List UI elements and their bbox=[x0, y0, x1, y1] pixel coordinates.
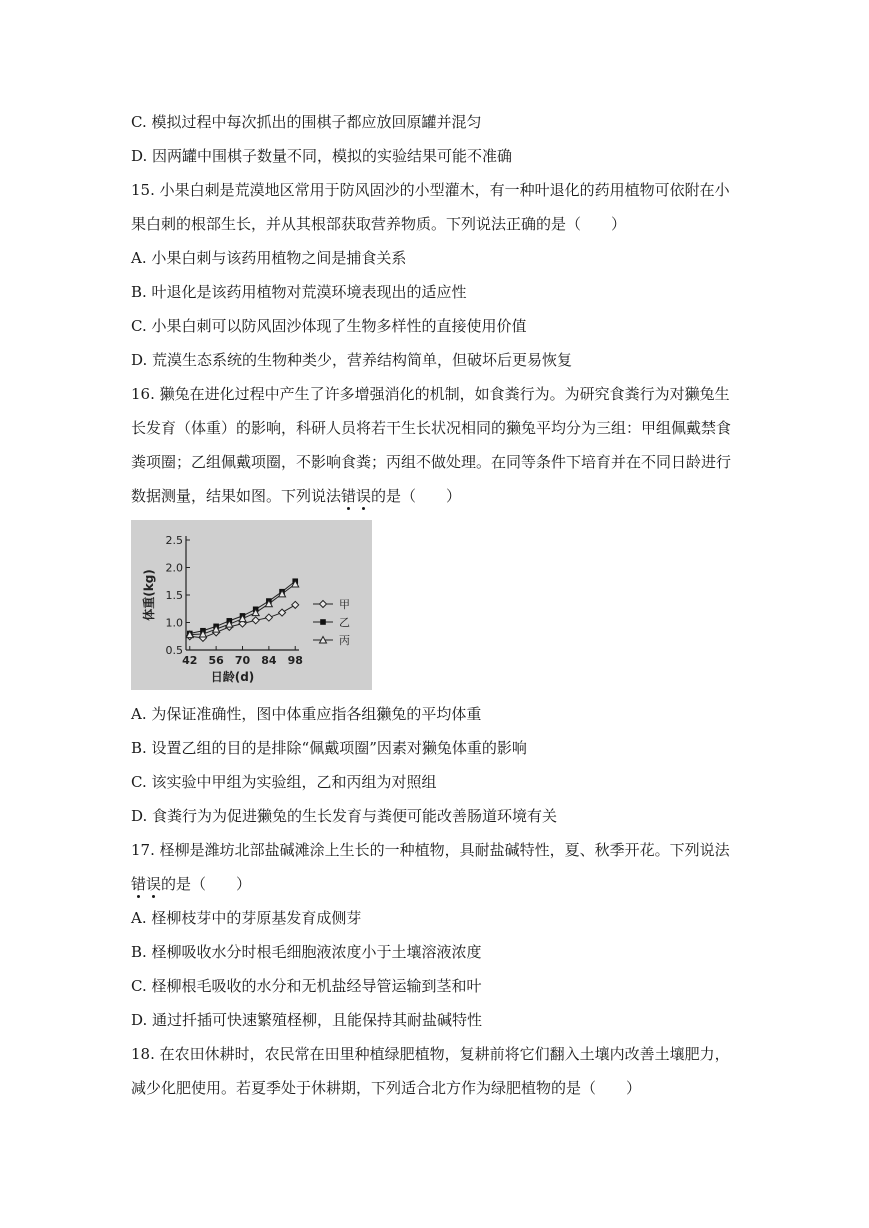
question-15-line-2: 果白刺的根部生长，并从其根部获取营养物质。下列说法正确的是（ ） bbox=[131, 215, 627, 233]
q16-option-d: D. 食粪行为为促进獭兔的生长发育与粪便可能改善肠道环境有关 bbox=[131, 807, 558, 825]
y-axis-label: 体重(kg) bbox=[142, 569, 156, 621]
q15-option-c: C. 小果白刺可以防风固沙体现了生物多样性的直接使用价值 bbox=[131, 317, 527, 335]
y-tick-label: 1.5 bbox=[165, 589, 183, 602]
chart-svg bbox=[131, 520, 372, 690]
q16-text-post: 的是（ ） bbox=[371, 487, 462, 505]
y-tick-label: 2.0 bbox=[165, 561, 183, 575]
x-tick-label: 98 bbox=[287, 654, 303, 667]
question-18-line-1: 18. 在农田休耕时，农民常在田里种植绿肥植物，复耕前将它们翻入土壤内改善土壤肥力， bbox=[131, 1045, 730, 1063]
x-tick-label: 56 bbox=[208, 654, 224, 667]
data-point bbox=[320, 601, 327, 608]
question-16-line-4 bbox=[131, 486, 461, 506]
x-tick-label: 84 bbox=[261, 654, 277, 667]
q17-text-post: 的是（ ） bbox=[161, 875, 252, 893]
emphasis-char: 错 bbox=[341, 487, 357, 505]
legend-label: 丙 bbox=[339, 634, 350, 647]
question-16-line-2: 长发育（体重）的影响，科研人员将若干生长状况相同的獭兔平均分为三组：甲组佩戴禁食 bbox=[131, 419, 732, 437]
q16-option-b: B. 设置乙组的目的是排除“佩戴项圈”因素对獭兔体重的影响 bbox=[131, 739, 527, 757]
data-point bbox=[279, 609, 286, 616]
option-d-prev: D. 因两罐中围棋子数量不同，模拟的实验结果可能不准确 bbox=[131, 147, 513, 165]
data-point bbox=[320, 619, 326, 625]
q16-option-c: C. 该实验中甲组为实验组，乙和丙组为对照组 bbox=[131, 773, 437, 791]
q15-option-b: B. 叶退化是该药用植物对荒漠环境表现出的适应性 bbox=[131, 283, 467, 301]
question-16-line-1: 16. 獭兔在进化过程中产生了许多增强消化的机制，如食粪行为。为研究食粪行为对獭兔生 bbox=[131, 385, 730, 403]
emphasis-char: 误 bbox=[146, 875, 162, 893]
y-tick-label: 0.5 bbox=[165, 644, 183, 657]
x-tick-label: 70 bbox=[234, 654, 251, 667]
q17-option-c: C. 柽柳根毛吸收的水分和无机盐经导管运输到茎和叶 bbox=[131, 977, 482, 995]
question-17-line-2 bbox=[131, 874, 251, 894]
legend-label: 甲 bbox=[339, 598, 350, 611]
y-tick-label: 2.5 bbox=[165, 534, 183, 547]
question-16-line-3: 粪项圈；乙组佩戴项圈，不影响食粪；丙组不做处理。在同等条件下培育并在不同日龄进行 bbox=[131, 453, 732, 471]
x-tick-label: 42 bbox=[182, 654, 198, 667]
question-18-line-2: 减少化肥使用。若夏季处于休耕期，下列适合北方作为绿肥植物的是（ ） bbox=[131, 1079, 642, 1097]
emphasis-char: 误 bbox=[356, 487, 372, 505]
data-point bbox=[265, 614, 272, 621]
legend-label: 乙 bbox=[339, 616, 350, 629]
q17-option-b: B. 柽柳吸收水分时根毛细胞液浓度小于土壤溶液浓度 bbox=[131, 943, 482, 961]
y-tick-label: 1.0 bbox=[165, 616, 183, 630]
option-c-prev: C. 模拟过程中每次抓出的围棋子都应放回原罐并混匀 bbox=[131, 113, 482, 131]
q16-text-pre: 数据测量，结果如图。下列说法 bbox=[131, 487, 342, 505]
x-axis-label: 日龄(d) bbox=[210, 670, 255, 684]
q17-option-a: A. 柽柳枝芽中的芽原基发育成侧芽 bbox=[131, 909, 362, 927]
q16-option-a: A. 为保证准确性，图中体重应指各组獭兔的平均体重 bbox=[131, 705, 482, 723]
q15-option-a: A. 小果白刺与该药用植物之间是捕食关系 bbox=[131, 249, 407, 267]
weight-chart bbox=[131, 520, 372, 690]
data-point bbox=[292, 601, 299, 608]
question-15-line-1: 15. 小果白刺是荒漠地区常用于防风固沙的小型灌木，有一种叶退化的药用植物可依附在小 bbox=[131, 181, 730, 199]
q15-option-d: D. 荒漠生态系统的生物种类少，营养结构简单，但破坏后更易恢复 bbox=[131, 351, 573, 369]
q17-option-d: D. 通过扦插可快速繁殖柽柳，且能保持其耐盐碱特性 bbox=[131, 1011, 483, 1029]
data-point bbox=[252, 617, 259, 624]
emphasis-char: 错 bbox=[131, 875, 147, 893]
question-17-line-1: 17. 柽柳是潍坊北部盐碱滩涂上生长的一种植物，具耐盐碱特性，夏、秋季开花。下列说法 bbox=[131, 841, 730, 859]
